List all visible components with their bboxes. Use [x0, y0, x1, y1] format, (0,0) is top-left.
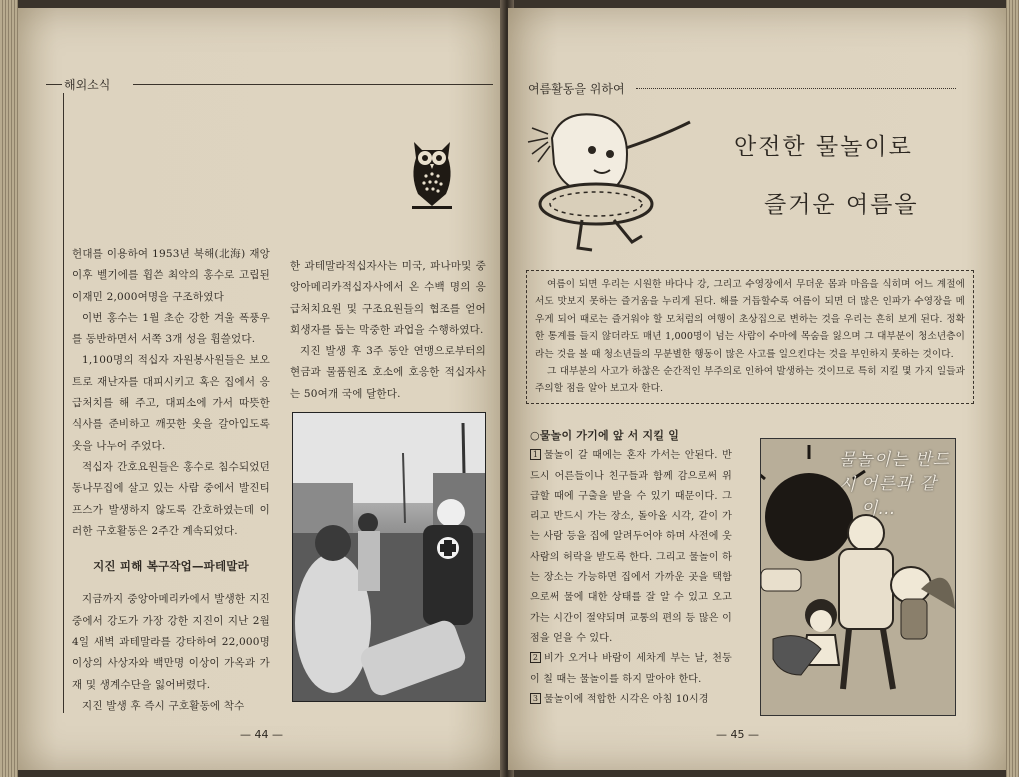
paragraph: 지진 발생 후 즉시 구호활동에 착수: [82, 699, 245, 712]
page-edges-right: [1006, 0, 1019, 777]
header-rule-right: [133, 84, 493, 85]
relief-worker-photo: [292, 412, 486, 702]
article-column-2: [290, 256, 486, 405]
intro-paragraph: 여름이 되면 우리는 시원한 바다나 강, 그리고 수영장에서 무더운 몸과 마음을 식히며 어느 계절에서도 맛보지 못하는 즐거움을 누리게 된다. 해를 거듭할수록 여름이 되면 더 많은 인파가 수영장을 메우게 되어 때로는 즐거워야 할 모처럼의 여행이 초상집으로 변하는 것을 우리는 흔히 보게 된다. 정확한 통계를 들지 않더라도 매년 1,000명이 넘는 사람이 수마에 목숨을 잃으며 그 대부분이 청소년층이라는 것을 볼 때 청소년들의 무분별한 행동이 많은 사고를 일으킨다는 것을 부인하지 못하는 것이다.: [535, 279, 965, 360]
tip-text: 물놀이 갈 때에는 혼자 가서는 안된다. 반드시 어른들이나 친구들과 함께 감으로써 위급할 때에 구출을 받을 수 있기 때문이다. 그리고 반드시 가는 장소, 돌아올 시각, 같이 가는 사람 등을 집에 알려두어야 하며 사전에 웃사람의 허락을 받도록 한다. 그리고 물놀이 하는 장소는 가능하면 집에서 가까운 곳을 택함으로써 물에 대한 상태를 잘 알 수 있고 오고 가는 시간이 절약되며 교통의 편의 등 많은 이점을 얻을 수 있다.: [530, 450, 732, 644]
page-number: — 44 —: [240, 728, 283, 741]
paragraph: 지진 발생 후 3주 동안 연맹으로부터의 현금과 물품원조 호소에 호응한 적십자사는 50여개 국에 달한다.: [290, 345, 486, 400]
paragraph: 지금까지 중앙아메리카에서 발생한 지진 중에서 강도가 가장 강한 지진이 지난 2월 4일 새벽 과테말라를 강타하여 22,000명 이상의 사상자와 백만명 이상이 가옥과 가재 및 생계수단을 잃어버렸다.: [72, 593, 270, 691]
item-number: 1: [530, 449, 541, 460]
section-header: 여름활동을 위하여: [528, 82, 625, 96]
article-title-line-2: 즐거운 여름을: [764, 192, 919, 218]
right-page: [508, 8, 1006, 770]
intro-box: [526, 270, 974, 404]
mascot-illustration: [522, 108, 702, 258]
tip-item: [530, 690, 732, 710]
subheading: 지진 피해 복구작업—파테말라: [93, 559, 249, 574]
paragraph: 적십자 간호요원들은 홍수로 침수되었던 동나무집에 살고 있는 사람 중에서 발진티프스가 발생하지 않도록 간호하였는데 이러한 구호활동은 2주간 계속되었다.: [72, 460, 270, 537]
paragraph: 1,100명의 적십자 자원봉사원들은 보오트로 재난자를 대피시키고 혹은 집에서 응급처치를 해 주고, 대피소에 가서 따뜻한 식사를 준비하고 깨끗한 옷을 갈아입도록 옷을 나누어 주었다.: [72, 354, 270, 452]
subheading: ○물놀이 가기에 앞 서 지킬 일: [530, 429, 680, 442]
tip-text: 비가 오거나 바람이 세차게 부는 날, 천둥이 칠 때는 물놀이를 하지 말아야 한다.: [530, 653, 732, 685]
tips-column: [530, 426, 732, 710]
header-rule: [636, 88, 956, 89]
tip-text: 물놀이에 적합한 시각은 아침 10시경: [544, 693, 709, 705]
owl-icon: [410, 136, 454, 216]
intro-paragraph: 그 대부분의 사고가 하찮은 순간적인 부주의로 인하여 발생하는 것이므로 특히 지킬 몇 가지 일들과 주의할 점을 알아 보고자 한다.: [535, 366, 965, 395]
paragraph: 한 과테말라적십자사는 미국, 파나마및 중앙아메리카적십자사에서 온 수백 명의 응급처치요원 및 구조요원들의 협조를 얻어 회생자를 돕는 막중한 과업을 수행하였다.: [290, 260, 486, 336]
section-header: 해외소식: [64, 78, 111, 92]
paragraph: 헌대를 이용하여 1953년 북해(北海) 재앙 이후 벨기에를 휩쓴 최악의 홍수로 고립된 이재민 2,000여명을 구조하였다: [72, 248, 270, 303]
article-title-line-1: 안전한 물놀이로: [734, 134, 913, 160]
item-number: 2: [530, 652, 541, 663]
illustration-caption-2: 어른과 같이…: [861, 474, 938, 519]
left-page: [18, 8, 506, 770]
header-rule-left: [46, 84, 62, 85]
tip-item: [530, 649, 732, 690]
item-number: 3: [530, 693, 541, 704]
family-swim-illustration: [760, 438, 956, 716]
illustration-caption-1: 물놀이는 반드시: [839, 450, 950, 495]
left-margin-rule: [63, 93, 66, 713]
paragraph: 이번 홍수는 1월 초순 강한 겨울 폭풍우를 동반하면서 서쪽 3개 성을 휩쓸었다.: [72, 311, 270, 346]
article-column-1: [72, 244, 270, 717]
tip-item: [530, 446, 732, 649]
page-edges-left: [0, 0, 18, 777]
page-number: — 45 —: [716, 728, 759, 741]
